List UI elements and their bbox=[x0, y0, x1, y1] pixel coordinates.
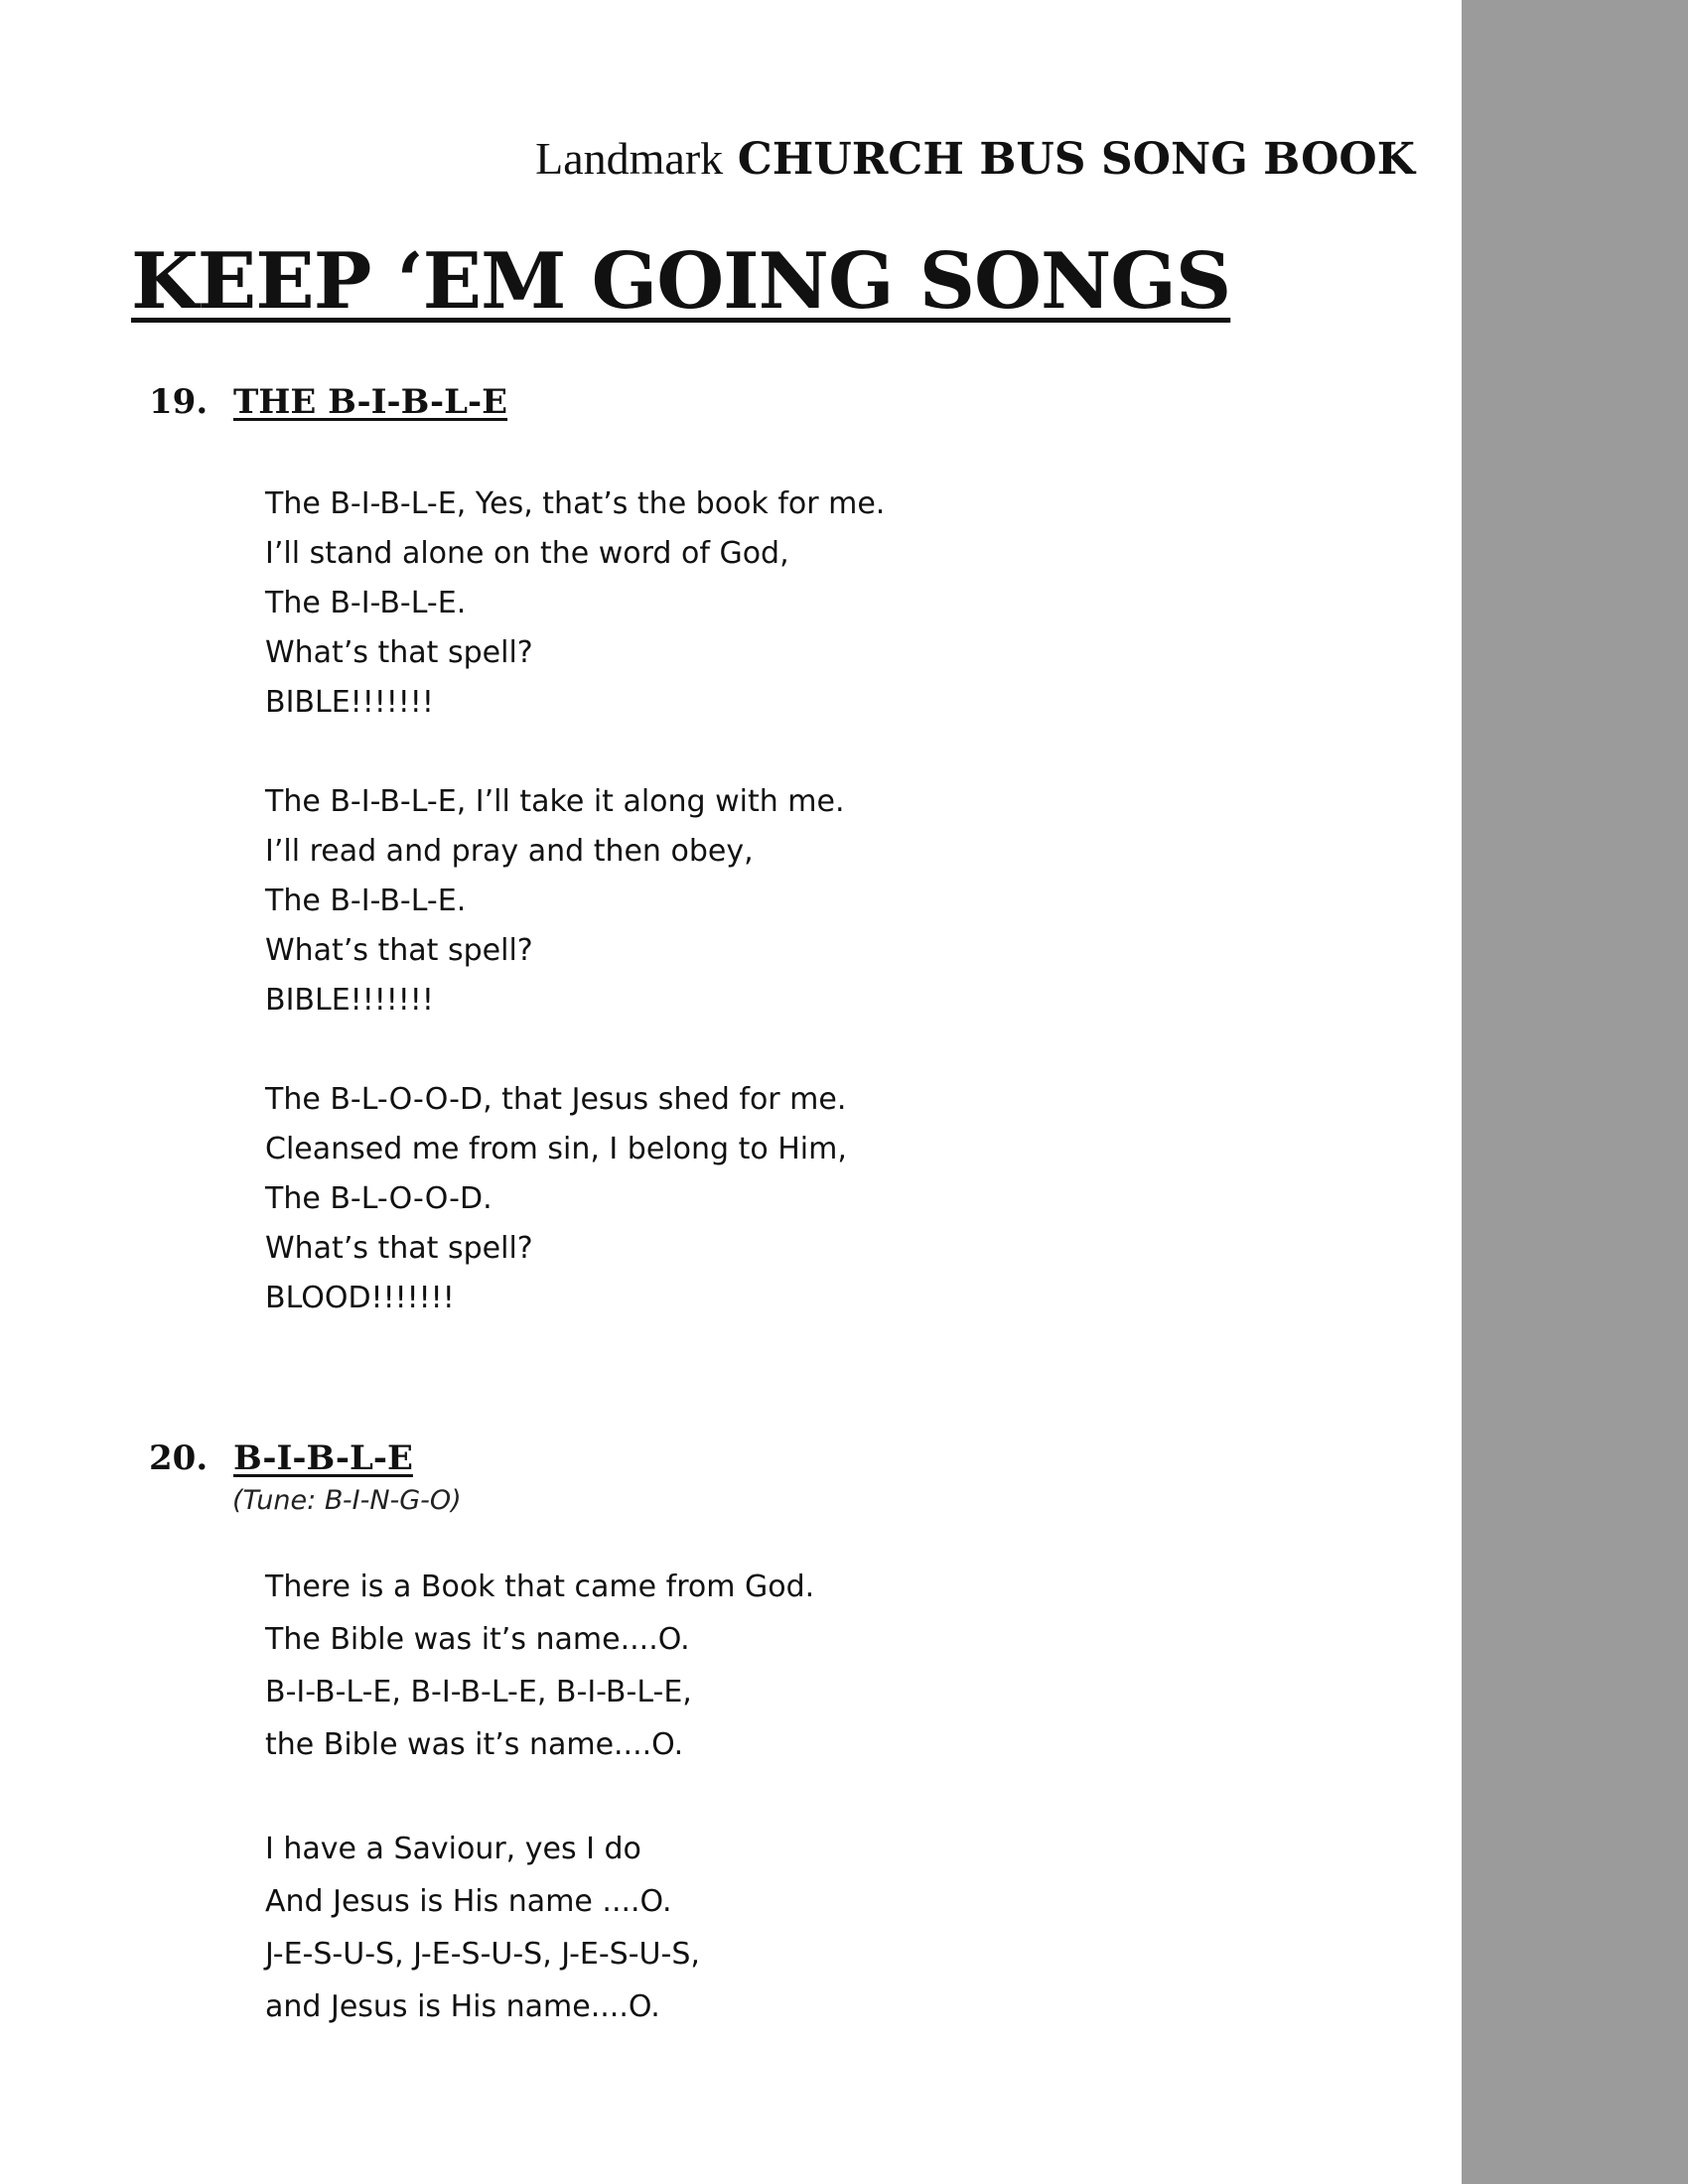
side-margin-band bbox=[1462, 0, 1688, 2184]
header-brand: Landmark bbox=[535, 133, 724, 184]
verse bbox=[265, 1825, 700, 2035]
song-heading bbox=[149, 1438, 413, 1478]
lyric-line: The B-I-B-L-E, Yes, that’s the book for me. bbox=[265, 486, 886, 521]
lyric-line: The B-L-O-O-D. bbox=[265, 1181, 492, 1216]
lyric-line: BIBLE!!!!!!! bbox=[265, 685, 434, 720]
lyric-line: BIBLE!!!!!!! bbox=[265, 983, 434, 1018]
lyric-line: The B-I-B-L-E. bbox=[265, 884, 467, 918]
verse bbox=[265, 1075, 847, 1323]
lyric-line: I’ll stand alone on the word of God, bbox=[265, 536, 789, 571]
lyric-line: I have a Saviour, yes I do bbox=[265, 1832, 641, 1866]
lyric-line: What’s that spell? bbox=[265, 933, 533, 968]
verse bbox=[265, 777, 845, 1025]
lyric-line: There is a Book that came from God. bbox=[265, 1570, 815, 1604]
lyric-line: J-E-S-U-S, J-E-S-U-S, J-E-S-U-S, bbox=[265, 1937, 700, 1972]
lyric-line: The Bible was it’s name....O. bbox=[265, 1622, 690, 1657]
song-title: THE B-I-B-L-E bbox=[233, 382, 508, 422]
lyric-line: The B-I-B-L-E, I’ll take it along with me. bbox=[265, 784, 845, 819]
lyric-line: and Jesus is His name....O. bbox=[265, 1989, 660, 2024]
lyric-line: The B-I-B-L-E. bbox=[265, 586, 467, 620]
lyric-line: Cleansed me from sin, I belong to Him, bbox=[265, 1132, 847, 1166]
song-number: 19. bbox=[149, 382, 209, 422]
lyric-line: B-I-B-L-E, B-I-B-L-E, B-I-B-L-E, bbox=[265, 1675, 692, 1709]
lyric-line: BLOOD!!!!!!! bbox=[265, 1281, 455, 1315]
lyric-line: And Jesus is His name ....O. bbox=[265, 1884, 672, 1919]
book-header bbox=[535, 131, 1415, 185]
section-title: KEEP ‘EM GOING SONGS bbox=[131, 236, 1231, 327]
verse bbox=[265, 1563, 814, 1773]
tune-note: (Tune: B-I-N-G-O) bbox=[232, 1485, 462, 1516]
song-title: B-I-B-L-E bbox=[233, 1438, 413, 1478]
header-book-title: CHURCH BUS SONG BOOK bbox=[737, 134, 1415, 185]
lyric-line: What’s that spell? bbox=[265, 635, 533, 670]
lyric-line: the Bible was it’s name....O. bbox=[265, 1727, 684, 1762]
lyric-line: What’s that spell? bbox=[265, 1231, 533, 1266]
song-heading bbox=[149, 382, 507, 422]
verse bbox=[265, 479, 885, 728]
song-number: 20. bbox=[149, 1438, 209, 1478]
lyric-line: I’ll read and pray and then obey, bbox=[265, 834, 754, 869]
lyric-line: The B-L-O-O-D, that Jesus shed for me. bbox=[265, 1082, 847, 1117]
